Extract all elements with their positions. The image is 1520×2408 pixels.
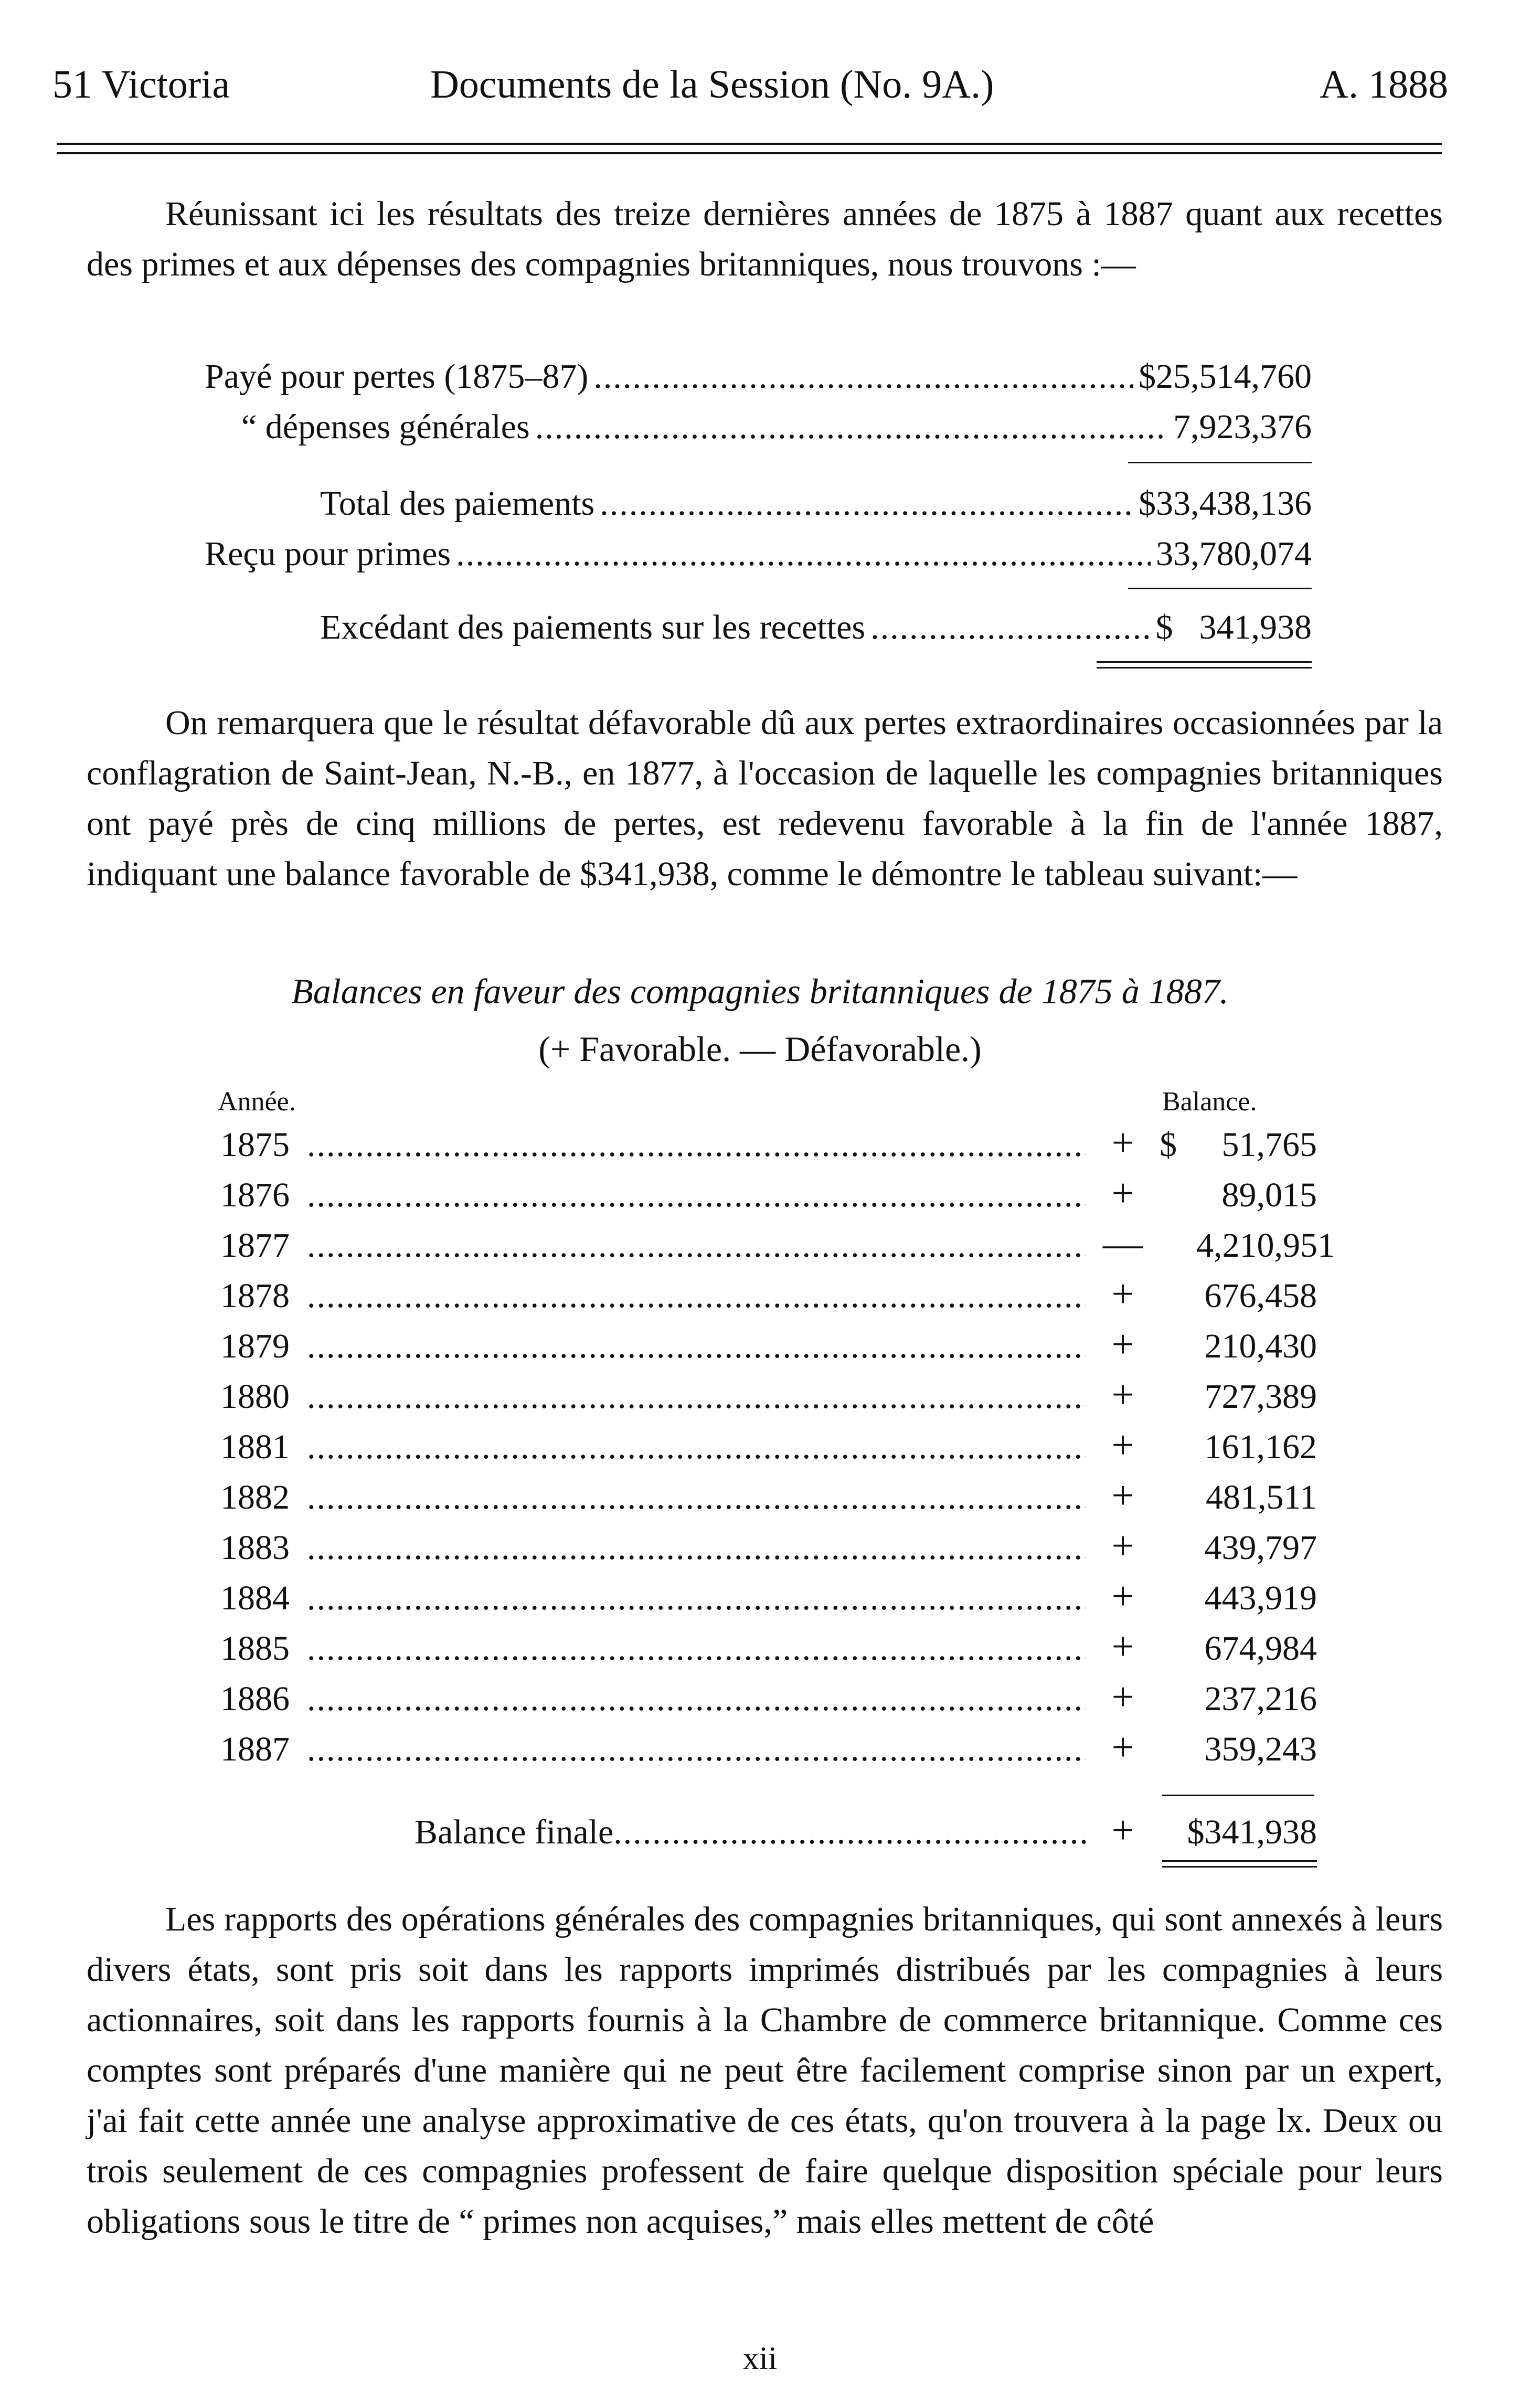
third-paragraph: Les rapports des opérations générales des compagnies britanniques, qui sont annexés à leurs divers états, sont pris soit dans les rapports imprimés distribués par les compagnies à leurs actionnaires, soit dans les rapports fournis à la Chambre de commerce britannique. Comme ces comptes sont préparés d'une manière qui ne peut être facilement comprise sinon par un expert, j'ai fait cette année une analyse approximative de ces états, qu'on trouvera à la page lx. Deux ou trois seulement de ces compagnies professent de faire quelque disposition spéciale pour leurs obligations sous le titre de “ primes non acquises,” mais elles mettent de côté (87, 1900, 1443, 2241)
dot-leader (870, 602, 1150, 653)
row-sign: + (1111, 1675, 1134, 1719)
final-label: Balance finale (414, 1813, 614, 1851)
row-year: 1883 (220, 1529, 290, 1567)
header-title: Documents de la Session (No. 9A.) (430, 62, 994, 107)
dot-leader (307, 1372, 1086, 1422)
row-amount: 676,458 (1204, 1277, 1317, 1315)
row-amount: 210,430 (1204, 1327, 1317, 1365)
row-sign: + (1111, 1121, 1134, 1165)
summary-row-expenses (241, 402, 1312, 452)
final-sign: + (1111, 1808, 1134, 1852)
row-currency: $ (1160, 1126, 1177, 1164)
row-year: 1882 (220, 1478, 290, 1516)
table-row (220, 1168, 1317, 1218)
row-sign: + (1111, 1171, 1134, 1215)
row-sign: + (1111, 1322, 1134, 1366)
dot-leader (307, 1120, 1086, 1170)
table-row (220, 1319, 1317, 1370)
column-header-balance: Balance. (1162, 1087, 1257, 1117)
summary-value: $25,514,760 (1139, 357, 1312, 396)
table-row (220, 1621, 1317, 1672)
intro-paragraph: Réunissant ici les résultats des treize dernières années de 1875 à 1887 quant aux recettes des primes et aux dépenses des compagnies britanniques, nous trouvons :— (87, 195, 1443, 283)
table-row (220, 1470, 1317, 1521)
row-amount: 481,511 (1205, 1478, 1317, 1516)
row-year: 1885 (220, 1629, 290, 1668)
row-year: 1884 (220, 1579, 290, 1617)
row-year: 1875 (220, 1126, 290, 1164)
dot-leader (307, 1523, 1086, 1573)
table-total-rule (1162, 1795, 1314, 1796)
dot-leader (307, 1221, 1086, 1271)
row-amount: 439,797 (1204, 1529, 1317, 1567)
dot-leader (456, 529, 1151, 579)
summary-row-excess (320, 602, 1312, 653)
summary-label: Reçu pour primes (205, 535, 451, 573)
header-rule-bottom (57, 152, 1442, 154)
header-session: 51 Victoria (52, 62, 230, 107)
table-row (220, 1370, 1317, 1420)
row-amount: 359,243 (1204, 1730, 1317, 1768)
summary-label: Excédant des paiements sur les recettes (320, 608, 866, 646)
row-amount: 237,216 (1204, 1680, 1317, 1718)
row-year: 1878 (220, 1277, 290, 1315)
dot-leader (613, 1807, 1086, 1858)
dot-leader (307, 1573, 1086, 1624)
table-legend: (+ Favorable. — Défavorable.) (538, 1029, 982, 1069)
row-amount: 727,389 (1204, 1377, 1317, 1416)
table-row (220, 1218, 1335, 1269)
final-double-rule (1162, 1860, 1317, 1868)
dot-leader (307, 1271, 1086, 1321)
header-year: A. 1888 (1320, 62, 1448, 107)
table-row (220, 1420, 1317, 1470)
summary-value: 341,938 (1199, 608, 1312, 646)
table-row (220, 1269, 1317, 1319)
row-amount: 4,210,951 (1196, 1226, 1335, 1265)
dot-leader (307, 1170, 1086, 1221)
difference-rule (1128, 588, 1312, 589)
summary-label: Payé pour pertes (1875–87) (205, 357, 589, 396)
row-amount: 161,162 (1204, 1428, 1317, 1466)
dot-leader (600, 479, 1133, 529)
row-amount: 51,765 (1221, 1126, 1317, 1164)
dot-leader (307, 1624, 1086, 1674)
row-sign: + (1111, 1524, 1134, 1568)
table-row (220, 1118, 1317, 1168)
row-sign: + (1111, 1725, 1134, 1769)
row-year: 1887 (220, 1730, 290, 1768)
column-header-year: Année. (218, 1087, 296, 1117)
final-balance-row (414, 1805, 1317, 1855)
row-amount: 443,919 (1204, 1579, 1317, 1617)
row-year: 1880 (220, 1377, 290, 1416)
summary-value: 33,780,074 (1156, 535, 1312, 573)
dot-leader (307, 1422, 1086, 1472)
row-year: 1886 (220, 1680, 290, 1718)
summary-value: $33,438,136 (1139, 484, 1312, 523)
excess-double-rule (1097, 661, 1312, 669)
dot-leader (307, 1674, 1086, 1724)
page-number: xii (742, 2341, 778, 2377)
table-row (220, 1571, 1317, 1621)
sum-rule (1128, 462, 1312, 463)
summary-value: 7,923,376 (1173, 408, 1312, 446)
summary-label: “ dépenses générales (241, 408, 530, 446)
row-year: 1879 (220, 1327, 290, 1365)
table-row (220, 1722, 1317, 1773)
row-year: 1881 (220, 1428, 290, 1466)
row-sign: + (1111, 1625, 1134, 1669)
row-sign: + (1111, 1423, 1134, 1467)
second-paragraph: On remarquera que le résultat défavorable dû aux pertes extraordinaires occasionnées par la conflagration de Saint-Jean, N.-B., en 1877, à l'occasion de laquelle les compagnies britanniques ont payé près de cinq millions de pertes, est redevenu favorable à la fin de l'année 1887, indiquant une balance favorable de $341,938, comme le démontre le tableau suivant:— (87, 704, 1443, 893)
table-row (220, 1521, 1317, 1571)
table-row (220, 1672, 1317, 1722)
row-amount: 674,984 (1204, 1629, 1317, 1668)
summary-row-total (320, 479, 1312, 529)
summary-label: Total des paiements (320, 484, 595, 523)
row-sign: + (1111, 1272, 1134, 1316)
row-sign: + (1111, 1473, 1134, 1518)
row-year: 1876 (220, 1176, 290, 1214)
summary-row-received (205, 529, 1312, 579)
dot-leader (307, 1724, 1086, 1775)
summary-currency: $ (1155, 608, 1173, 646)
row-year: 1877 (220, 1226, 290, 1265)
running-header (52, 62, 1448, 120)
dot-leader (307, 1321, 1086, 1372)
row-sign: + (1111, 1373, 1134, 1417)
final-value: $341,938 (1187, 1813, 1317, 1851)
row-amount: 89,015 (1221, 1176, 1317, 1214)
header-rule-top (57, 143, 1442, 145)
table-title: Balances en faveur des compagnies britanniques de 1875 à 1887. (291, 971, 1229, 1011)
row-sign: + (1111, 1574, 1134, 1618)
dot-leader (307, 1472, 1086, 1523)
row-sign: — (1103, 1222, 1143, 1266)
dot-leader (593, 352, 1133, 402)
summary-row-losses (205, 352, 1312, 402)
dot-leader (535, 402, 1168, 452)
